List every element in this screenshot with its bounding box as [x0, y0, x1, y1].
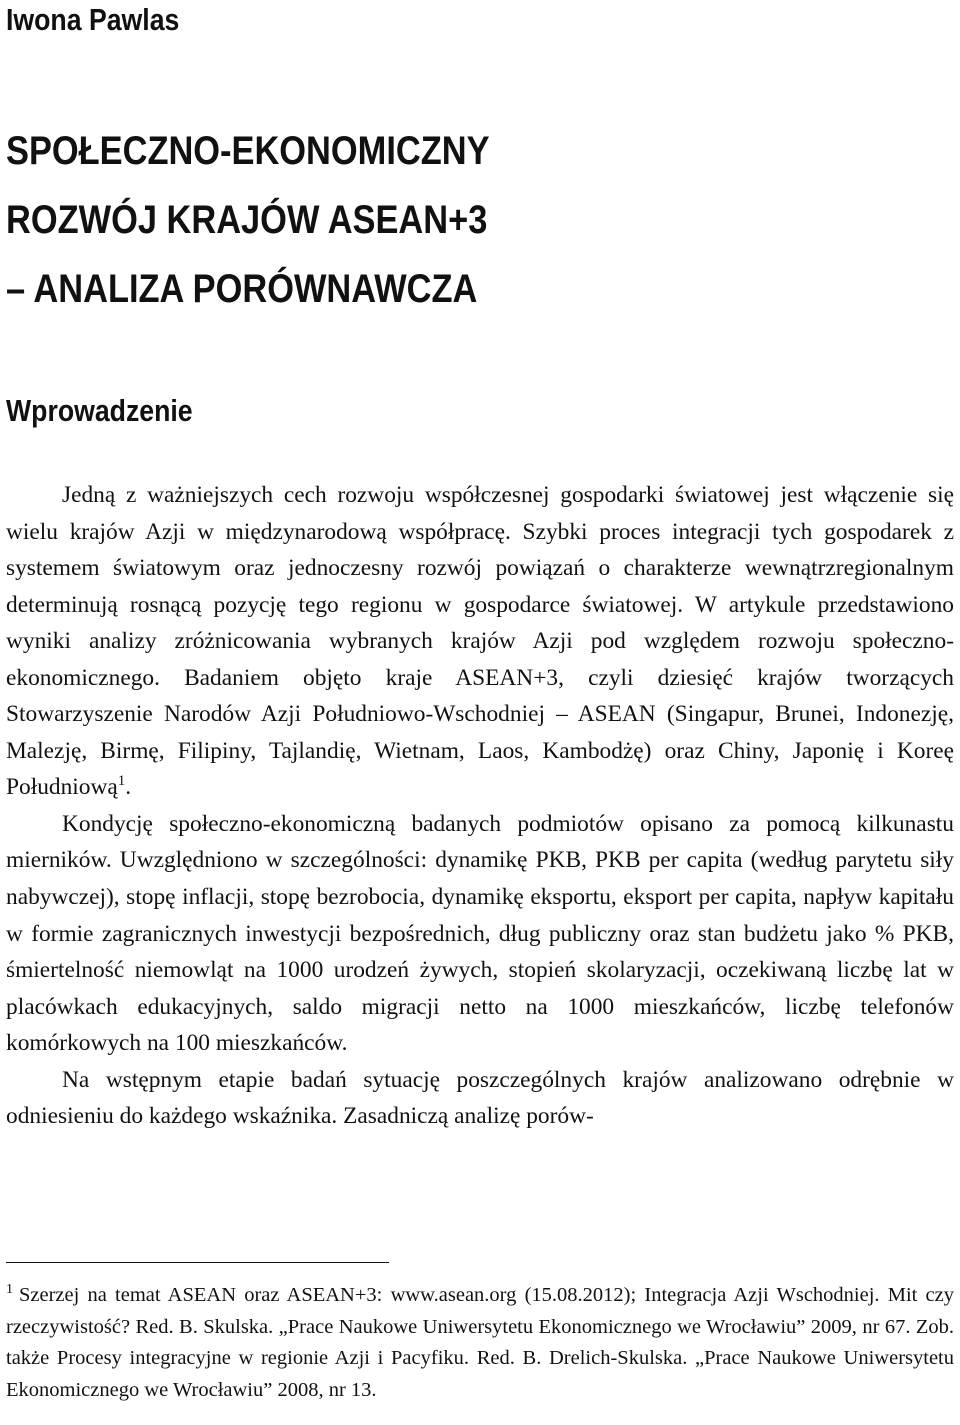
footnote-mark: 1 — [6, 1282, 13, 1298]
paragraph-1 — [6, 477, 954, 806]
paragraph-1-end: . — [125, 774, 132, 801]
title-line-1: SPOŁECZNO-EKONOMICZNY — [6, 129, 490, 173]
body-text — [6, 477, 954, 1135]
footnote-text: Szerzej na temat ASEAN oraz ASEAN+3: www.asean.org (15.08.2012); Integracja Azji Wschodniej. Mit czy rzeczywistość? Red. B. Skulska. „Prace Naukowe Uniwersytetu Ekonomicznego we Wrocławiu” 2009, nr 67. Zob. także Procesy integracyjne w regionie Azji i Pacyfiku. Red. B. Drelich-Skulska. „Prace Naukowe Uniwersytetu Ekonomicznego we Wrocławiu” 2008, nr 13. — [6, 1284, 954, 1401]
footnote-reference: 1 — [117, 773, 126, 790]
title-line-3: – ANALIZA PORÓWNAWCZA — [6, 267, 478, 311]
paragraph-1-text: Jedną z ważniejszych cech rozwoju współczesnej gospodarki światowej jest włączenie się wielu krajów Azji w międzynarodową współpracę. Szybki proces integracji tych gospodarek z systemem światowym oraz jednoczesny rozwój powiązań o charakterze wewnątrzregionalnym determinują rosnącą pozycję tego regionu w gospodarce światowej. W artykule przedstawiono wyniki analizy zróżnicowania wybranych krajów Azji pod względem rozwoju społeczno-ekonomicznego. Badaniem objęto kraje ASEAN+3, czyli dziesięć krajów tworzących Stowarzyszenie Narodów Azji Południowo-Wschodniej – ASEAN (Singapur, Brunei, Indonezję, Malezję, Birmę, Filipiny, Tajlandię, Wietnam, Laos, Kambodżę) oraz Chiny, Japonię i Koreę Południową — [6, 482, 954, 801]
section-heading: Wprowadzenie — [6, 393, 193, 428]
title-line-2: ROZWÓJ KRAJÓW ASEAN+3 — [6, 198, 488, 242]
paragraph-2: Kondycję społeczno-ekonomiczną badanych podmiotów opisano za pomocą kilkunastu mierników. Uwzględniono w szczególności: dynamikę PKB, PKB per capita (według parytetu siły nabywczej), stopę inflacji, stopę bezrobocia, dynamikę eksportu, eksport per capita, napływ kapitału w formie zagranicznych inwestycji bezpośrednich, dług publiczny oraz stan budżetu jako % PKB, śmiertelność niemowląt na 1000 urodzeń żywych, stopień skolaryzacji, oczekiwaną liczbę lat w placówkach edukacyjnych, saldo migracji netto na 1000 mieszkańców, liczbę telefonów komórkowych na 100 mieszkańców. — [6, 810, 954, 1057]
footnote — [6, 1280, 954, 1406]
paragraph-3: Na wstępnym etapie badań sytuację poszczególnych krajów analizowano odrębnie w odniesieniu do każdego wskaźnika. Zasadniczą analizę porów- — [6, 1066, 954, 1130]
article-title — [6, 117, 490, 324]
footnote-separator — [6, 1262, 389, 1263]
author-name: Iwona Pawlas — [6, 2, 180, 37]
